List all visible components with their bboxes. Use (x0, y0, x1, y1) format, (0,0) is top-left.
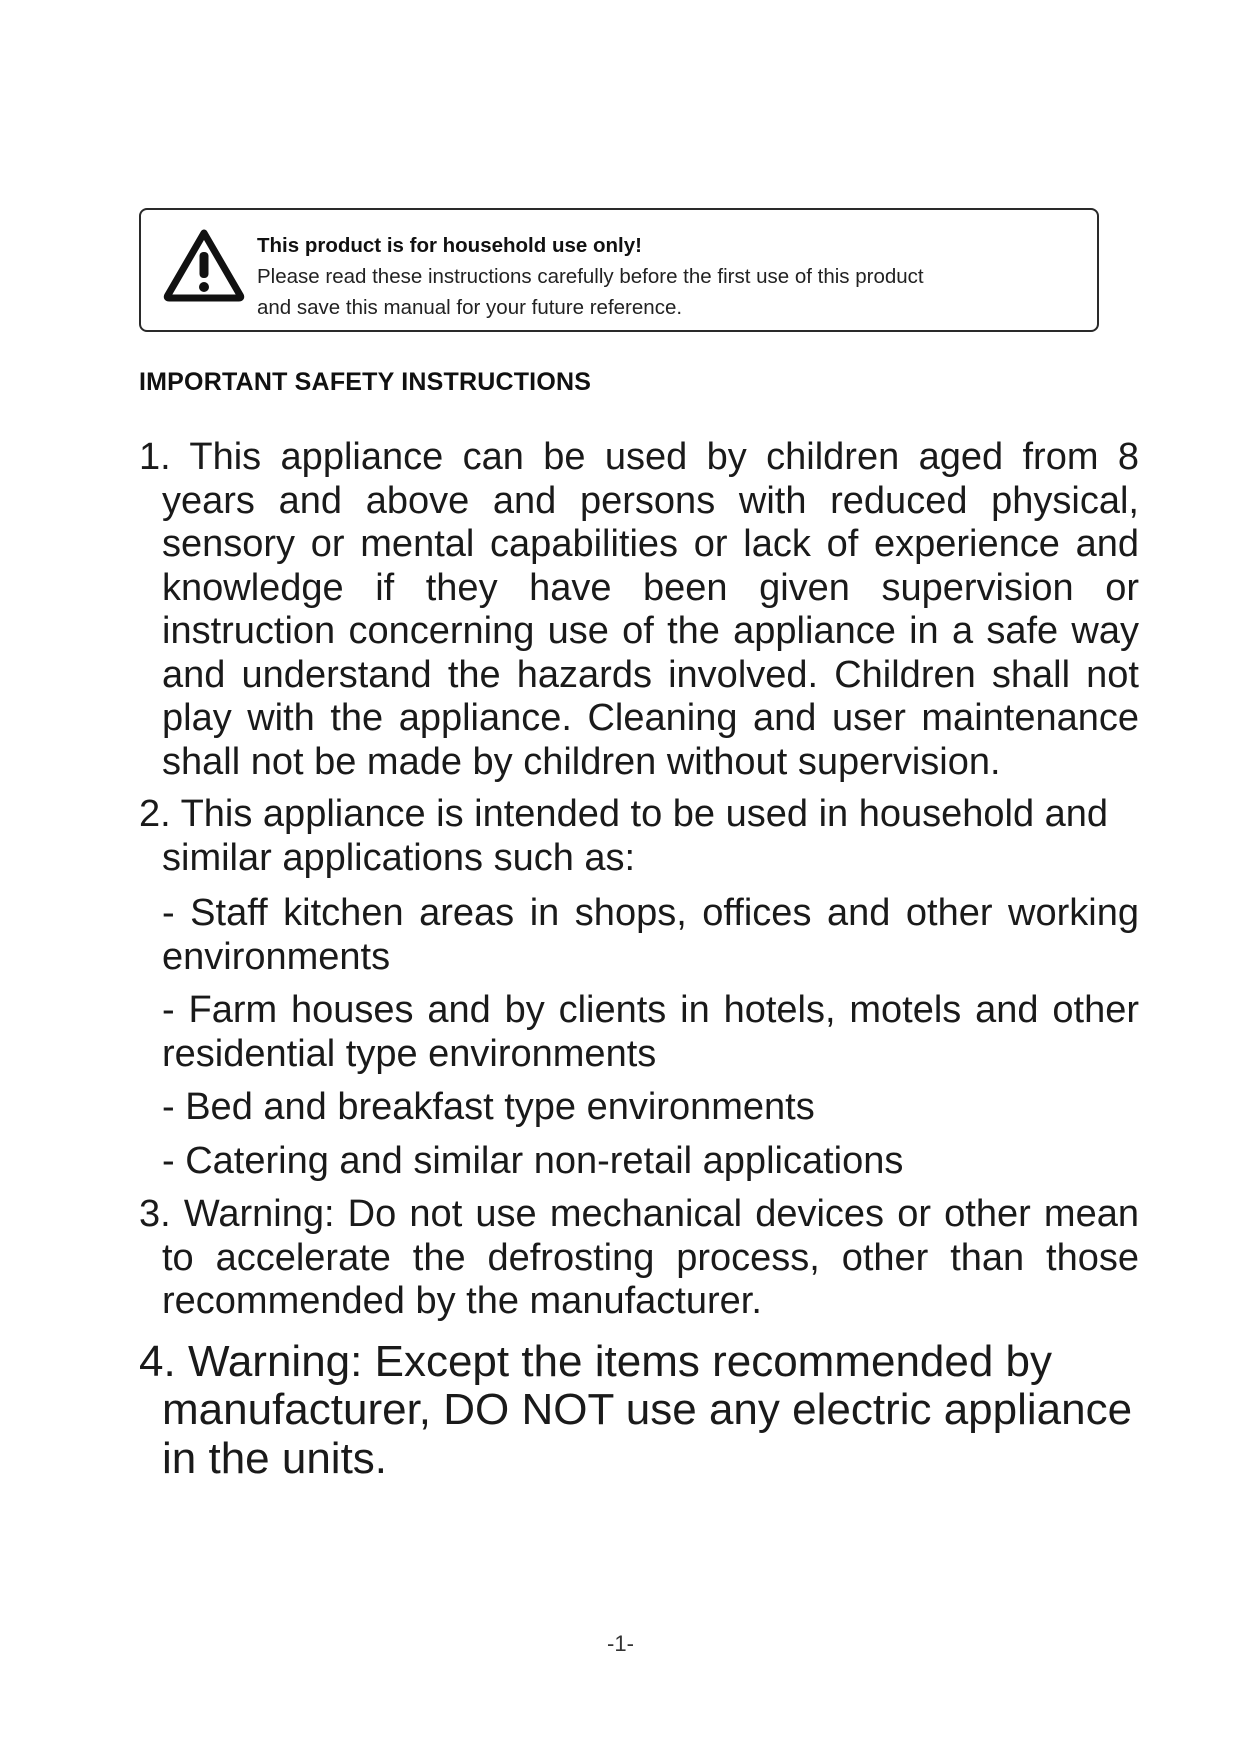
sub-list-item: - Staff kitchen areas in shops, offices and other working environments (162, 892, 1139, 978)
sub-list-item: - Bed and breakfast type environments (162, 1086, 815, 1128)
notice-line-1: Please read these instructions carefully before the first use of this product (257, 265, 924, 288)
section-heading: IMPORTANT SAFETY INSTRUCTIONS (139, 368, 592, 396)
page-number: -1- (607, 1631, 634, 1656)
instruction-text: Warning: Except the items recommended by manufacturer, DO NOT use any electric appliance in the units. (162, 1336, 1133, 1483)
application-sub-list (162, 892, 1139, 1183)
instruction-item-4 (139, 1338, 1139, 1484)
instruction-number: 2. (139, 793, 171, 835)
instruction-number: 4. (139, 1336, 176, 1386)
household-use-notice (139, 208, 1099, 332)
instruction-text: Warning: Do not use mechanical devices or other mean to accelerate the defrosting process, other than those recommended by the manufacturer. (162, 1193, 1139, 1322)
instruction-item-3 (139, 1193, 1139, 1324)
instruction-item-2 (139, 793, 1139, 1183)
warning-triangle-icon (163, 228, 245, 302)
notice-line-2: and save this manual for your future reference. (257, 296, 683, 319)
instruction-number: 1. (139, 436, 171, 478)
sub-list-item: - Catering and similar non-retail applications (162, 1139, 904, 1182)
notice-text (257, 230, 1077, 323)
instruction-item-1 (139, 436, 1139, 784)
sub-list-item: - Farm houses and by clients in hotels, motels and other residential type environments (162, 989, 1139, 1075)
instruction-number: 3. (139, 1193, 171, 1235)
instruction-text: This appliance is intended to be used in household and similar applications such as: (162, 793, 1109, 879)
safety-instructions-list (139, 436, 1139, 1492)
instruction-text: This appliance can be used by children aged from 8 years and above and persons with reduced physical, sensory or mental capabilities or lack of experience and knowledge if they have been given supervision or instruction concerning use of the appliance in a safe way and understand the hazards involved. Children shall not play with the appliance. Cleaning and user maintenance shall not be made by children without supervision. (162, 436, 1139, 783)
notice-title: This product is for household use only! (257, 234, 642, 257)
